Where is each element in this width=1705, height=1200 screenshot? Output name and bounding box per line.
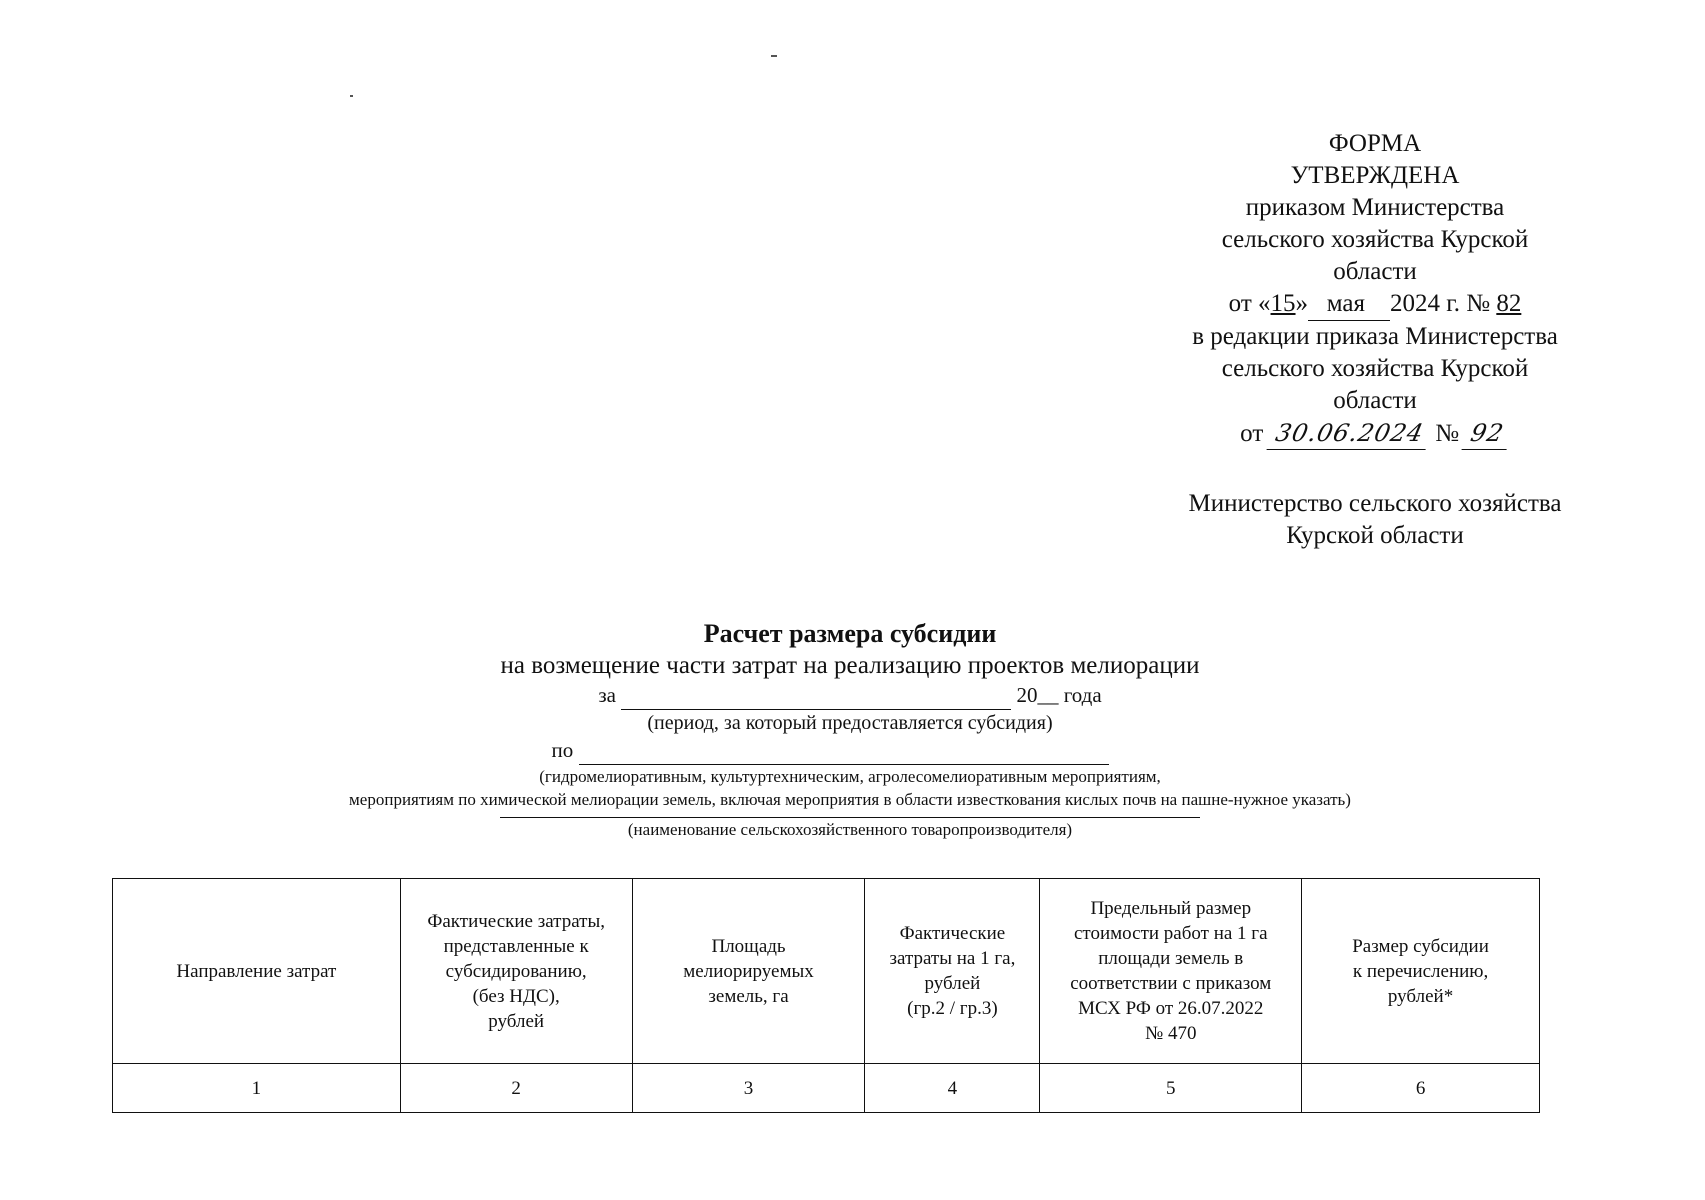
column-number: 3 (632, 1064, 865, 1113)
amend-prefix: от (1240, 420, 1264, 447)
period-prefix: за (598, 683, 616, 707)
amendment-date-line (1135, 417, 1615, 450)
column-number: 1 (113, 1064, 401, 1113)
handwritten-date: 30.06.2024 (1266, 417, 1432, 450)
column-header: Предельный размер стоимости работ на 1 га площади земель в соответствии с приказом МСХ РФ от 26.07.2022 № 470 (1040, 879, 1302, 1064)
column-header: Площадь мелиорируемых земель, га (632, 879, 865, 1064)
form-label: ФОРМА (1328, 130, 1422, 157)
subsidy-calculation-table (112, 878, 1540, 1113)
column-number: 5 (1040, 1064, 1302, 1113)
amendment-line: области (1333, 387, 1417, 414)
column-header: Фактические затраты, представленные к субсидированию, (без НДС), рублей (400, 879, 632, 1064)
producer-hint: (наименование сельскохозяйственного товаропроизводителя) (627, 820, 1073, 839)
scan-speck (771, 55, 777, 57)
approval-line: приказом Министерства (1245, 194, 1505, 221)
order-month: мая (1308, 288, 1390, 321)
approval-block (1135, 128, 1615, 450)
period-year: 20__ года (1016, 683, 1102, 707)
by-line (200, 736, 1500, 765)
by-prefix: по (551, 738, 574, 762)
period-hint: (период, за который предоставляется субсидия) (647, 712, 1053, 734)
order-day: 15 (1270, 290, 1296, 317)
document-title: Расчет размера субсидии (703, 619, 997, 648)
by-hint: мероприятиям по химической мелиорации земель, включая мероприятия в области известкования кислых почв на пашне-нужное указать) (349, 790, 1351, 809)
by-blank (579, 736, 1109, 765)
order-number: 82 (1496, 290, 1522, 317)
by-hint: (гидромелиоративным, культуртехническим, агролесомелиоративным мероприятиям, (539, 767, 1161, 786)
order-line (1135, 288, 1615, 321)
column-header: Направление затрат (113, 879, 401, 1064)
column-number: 6 (1302, 1064, 1540, 1113)
table-row (113, 1064, 1540, 1113)
column-header: Фактические затраты на 1 га, рублей (гр.2 / гр.3) (865, 879, 1040, 1064)
order-year: 2024 г. № (1390, 290, 1491, 317)
approval-line: сельского хозяйства Курской (1221, 226, 1529, 253)
approval-line: области (1333, 258, 1417, 285)
ministry-line: Курской области (1286, 522, 1464, 549)
amendment-line: в редакции приказа Министерства (1192, 323, 1558, 350)
column-number: 2 (400, 1064, 632, 1113)
amendment-line: сельского хозяйства Курской (1221, 355, 1529, 382)
amend-no-label: № (1435, 420, 1460, 447)
table-header-row (113, 879, 1540, 1064)
ministry-line: Министерство сельского хозяйства (1188, 490, 1562, 517)
document-subtitle: на возмещение части затрат на реализацию проектов мелиорации (500, 652, 1200, 679)
handwritten-number: 92 (1462, 417, 1514, 450)
scan-speck (350, 95, 353, 97)
order-quote: » (1295, 290, 1309, 317)
period-line (200, 681, 1500, 710)
column-header: Размер субсидии к перечислению, рублей* (1302, 879, 1540, 1064)
title-block (200, 617, 1500, 841)
approved-label: УТВЕРЖДЕНА (1290, 162, 1460, 189)
column-number: 4 (865, 1064, 1040, 1113)
order-prefix: от « (1228, 290, 1271, 317)
ministry-addressee (1140, 488, 1610, 552)
period-blank (621, 681, 1011, 710)
